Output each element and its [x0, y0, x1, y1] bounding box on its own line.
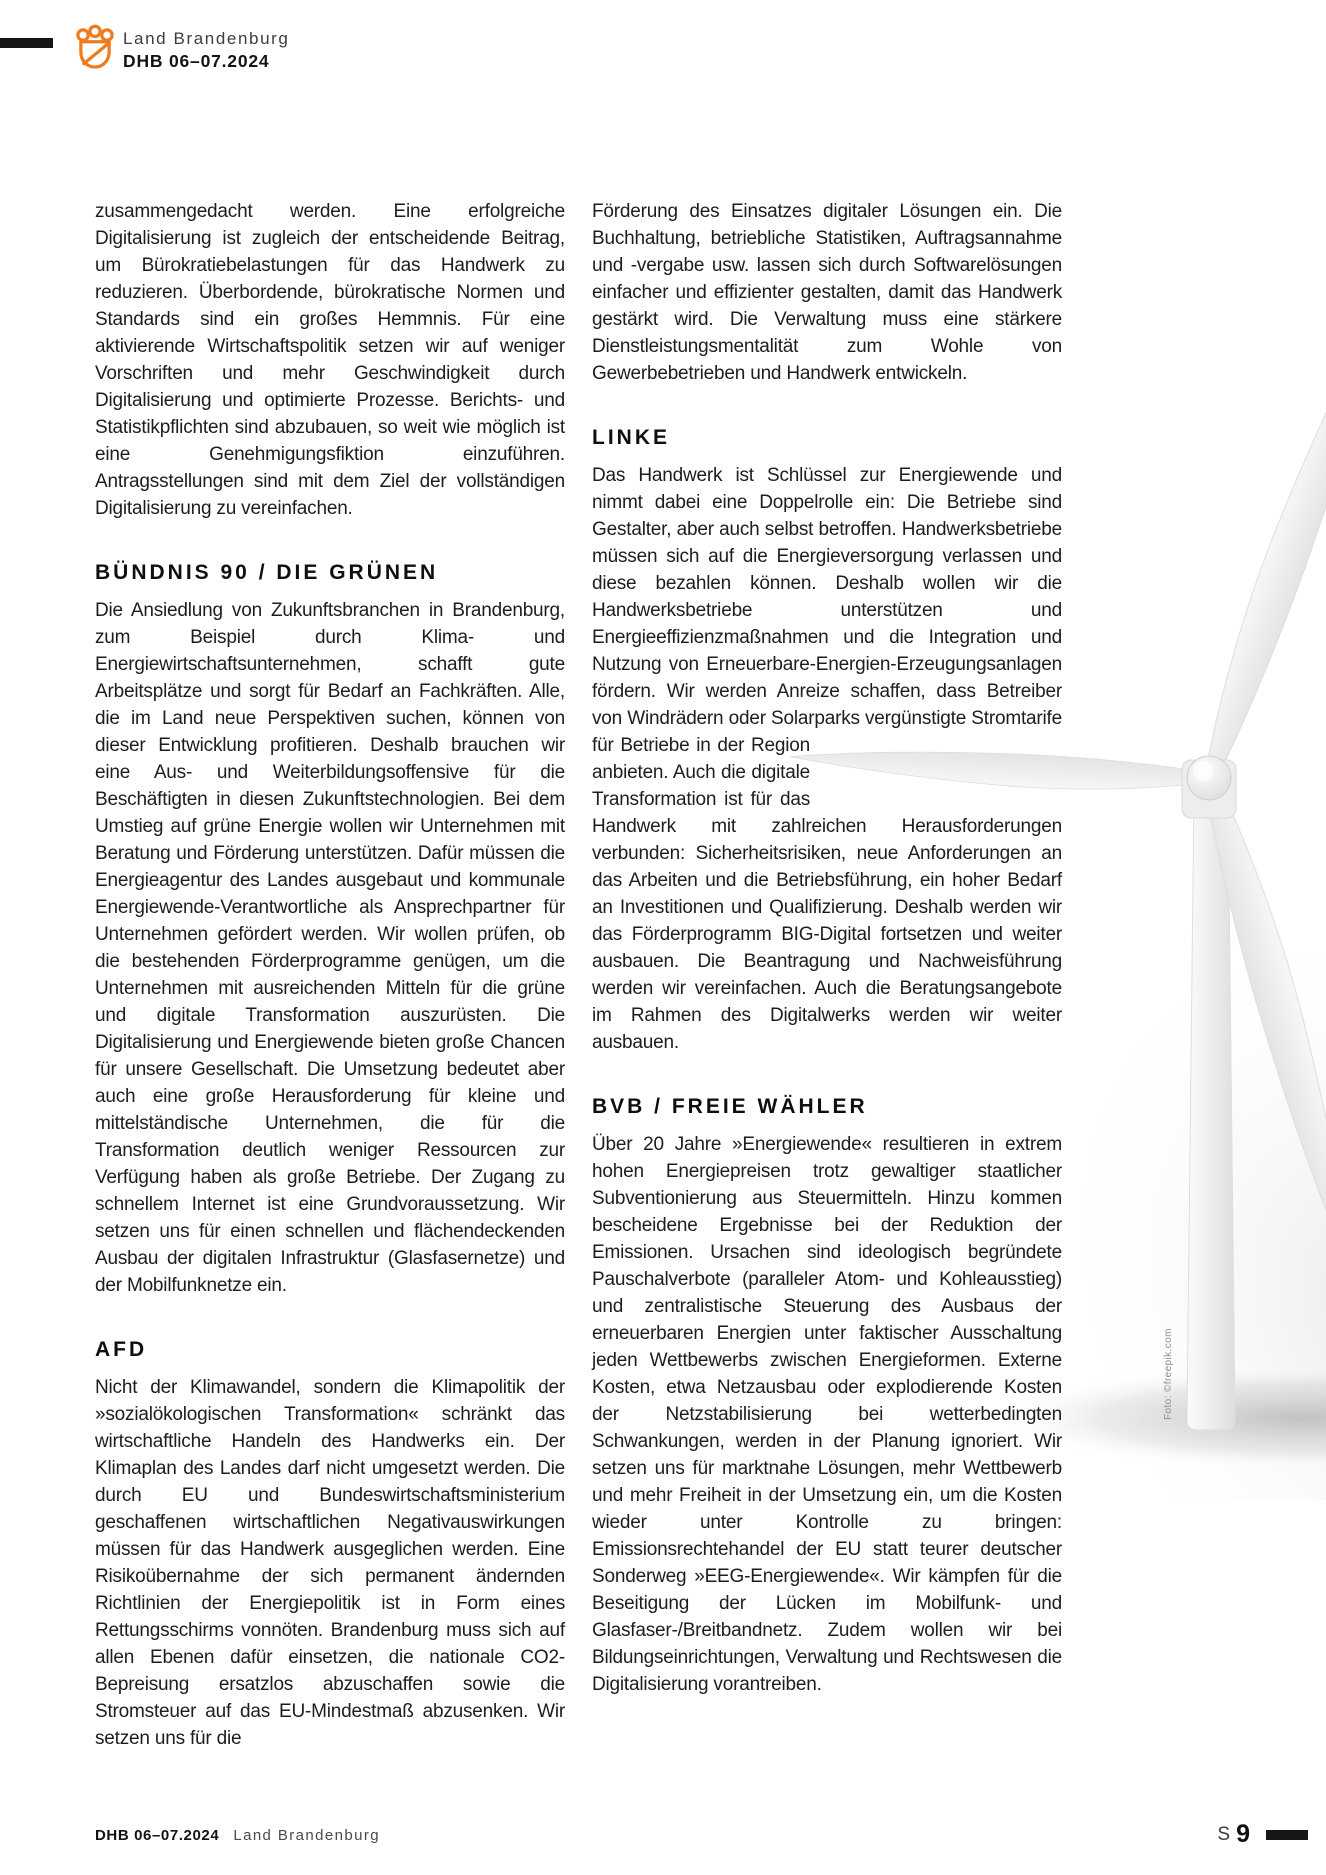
header-rule [0, 38, 53, 48]
footer-brand: Land Brandenburg [233, 1827, 380, 1844]
heading-bvb: BVB / FREIE WÄHLER [592, 1095, 868, 1118]
footer-right [1217, 1820, 1308, 1849]
paragraph-intro-continuation: zusammengedacht werden. Eine erfolgreiche Digitalisierung ist zugleich der entscheidende Beitrag, um Bürokratiebelastungen für das Handwerk zu reduzieren. Überbordende, bürokratische Normen und Standards sind ein großes Hemmnis. Für eine aktivierende Wirtschaftspolitik setzen wir auf weniger Vorschriften und mehr Geschwindigkeit durch Digitalisierung und optimierte Prozesse. Berichts- und Statistikpflichten sind abzubauen, so weit wie möglich ist eine Genehmigungsfiktion einzuführen. Antragsstellungen sind mit dem Ziel der vollständigen Digitalisierung zu vereinfachen. [95, 201, 565, 519]
paragraph-afd-continuation: Förderung des Einsatzes digitaler Lösungen ein. Die Buchhaltung, betriebliche Statistiken, Auftragsannahme und -vergabe usw. lassen sich durch Softwarelösungen einfacher und effizienter gestalten, damit das Handwerk gestärkt wird. Die Verwaltung muss eine stärkere Dienstleistungsmentalität zum Wohle von Gewerbebetrieben und Handwerk entwickeln. [592, 201, 1062, 384]
footer-issue: DHB 06–07.2024 [95, 1827, 220, 1844]
photo-credit: Foto: ©freepik.com [1163, 1328, 1174, 1420]
paragraph-linke [592, 462, 1062, 1056]
turbine-text-wrap [810, 732, 1062, 813]
column-left [95, 198, 565, 1752]
paragraph-linke-part1: Das Handwerk ist Schlüssel zur Energiewende und nimmt dabei eine Doppelrolle ein: Die Betriebe sind Gestalter, aber auch selbst betroffen. Handwerksbetriebe müssen sich auf die Energieversorgung verlassen und diese bezahlen können. Deshalb wollen wir die Handwerksbetriebe unterstützen und Energieeffizienzmaßnahmen und die Integration und Nutzung von Erneuerbare-Energien-Erzeugungsanlagen fördern. Wir werden Anreize schaffen, dass Betreiber von Windrädern oder Solarparks [592, 465, 1062, 729]
header-brand: Land Brandenburg [123, 29, 290, 48]
footer-rule [1266, 1830, 1308, 1840]
heading-gruene: BÜNDNIS 90 / DIE GRÜNEN [95, 561, 439, 584]
page-number: 9 [1236, 1820, 1250, 1848]
article-columns [95, 198, 1062, 1752]
paragraph-bvb: Über 20 Jahre »Energiewende« resultieren in extrem hohen Energiepreisen trotz gewaltiger staatlicher Subventionierung aus Steuermitteln. Hinzu kommen bescheidene Ergebnisse bei der Reduktion der Emissionen. Ursachen sind ideologisch begründete Pauschalverbote (paralleler Atom- und Kohleausstieg) und zentralistische Steuerung des Ausbaus der erneuerbaren Energien unter faktischer Ausschaltung jeden Wettbewerbs zwischen Energieformen. Externe Kosten, etwa Netzausbau oder explodierende Kosten der Netzstabilisierung bei wetterbedingten Schwankungen, werden in der Planung ignoriert. Wir setzen uns für marktnahe Lösungen, mehr Wettbewerb und mehr Freiheit in der Umsetzung ein, um die Kosten wieder unter Kontrolle zu bringen: Emissionsrechtehandel der EU statt teurer deutscher Sonderweg »EEG-Energiewende«. Wir kämpfen für die Beseitigung der Lücken im Mobilfunk- und Glasfaser-/Breitbandnetz. Zudem wollen wir bei Bildungseinrichtungen, Verwaltung und Rechtswesen die Digitalisierung vorantreiben. [592, 1134, 1062, 1695]
paragraph-afd: Nicht der Klimawandel, sondern die Klimapolitik der »sozialökologischen Transformation« schränkt das wirtschaftliche Handeln des Handwerks ein. Der Klimaplan des Landes darf nicht umgesetzt werden. Die durch EU und Bundeswirtschaftsministerium geschaffenen wirtschaftlichen Negativauswirkungen müssen für das Handwerk ausgeglichen werden. Eine Risikoübernahme der sich permanent ändernden Richtlinien der Energiepolitik ist in Form eines Rettungsschirms vonnöten. Brandenburg muss sich auf allen Ebenen dafür einsetzen, die nationale CO2-Bepreisung ersatzlos abzuschaffen sowie die Stromsteuer auf das EU-Mindestmaß abzusenken. Wir setzen uns für die [95, 1377, 565, 1749]
column-right [592, 198, 1062, 1752]
paragraph-gruene: Die Ansiedlung von Zukunftsbranchen in Brandenburg, zum Beispiel durch Klima- und Energiewirtschaftsunternehmen, schafft gute Arbeitsplätze und sorgt für Bedarf an Fachkräften. Alle, die im Land neue Perspektiven suchen, können von dieser Entwicklung profitieren. Deshalb brauchen wir eine Aus- und Weiterbildungsoffensive für die Beschäftigten in diesen Zukunftstechnologien. Bei dem Umstieg auf grüne Energie wollen wir Unternehmen mit Beratung und Förderung unterstützen. Dafür müssen die Energieagentur des Landes ausgebaut und kommunale Energiewende-Verantwortliche als Ansprechpartner für Unternehmen gefördert werden. Wir wollen prüfen, ob die bestehenden Förderprogramme genügen, um die Unternehmen mit ausreichenden Mitteln für die grüne und digitale Transformation auszurüsten. Die Digitalisierung und Energiewende bieten große Chancen für unsere Gesellschaft. Die Umsetzung bedeutet aber auch eine große Herausforderung für kleine und mittelständische Unternehmen, die für die Transformation deutlich weniger Ressourcen zur Verfügung haben als große Betriebe. Der Zugang zu schnellem Internet ist eine Grundvoraussetzung. Wir setzen uns für einen schnellen und flächendeckenden Ausbau der digitalen Infrastruktur (Glasfasernetze) und der Mobilfunknetze ein. [95, 600, 565, 1296]
brandenburg-crest-icon [74, 23, 116, 71]
header-issue: DHB 06–07.2024 [123, 51, 270, 71]
paragraph-linke-part2: vergünstigte Stromtarife für Betriebe in der Region anbieten. Auch die digitale Transformation ist für das Handwerk mit zahlreichen Herausforderungen verbunden: Sicherheitsrisiken, neue Anforderungen an das Arbeiten und die Betriebsführung, ein hoher Bedarf an Investitionen und Qualifizierung. Deshalb werden wir das Förderprogramm BIG-Digital fortsetzen und weiter ausbauen. Die Beantragung und Nachweisführung werden wir vereinfachen. Auch die Beratungsangebote im Rahmen des Digitalwerks werden wir weiter ausbauen. [592, 708, 1062, 1053]
footer-left [95, 1827, 380, 1844]
heading-linke: LINKE [592, 426, 670, 449]
page-number-prefix: S [1217, 1823, 1232, 1845]
heading-afd: AFD [95, 1338, 148, 1361]
